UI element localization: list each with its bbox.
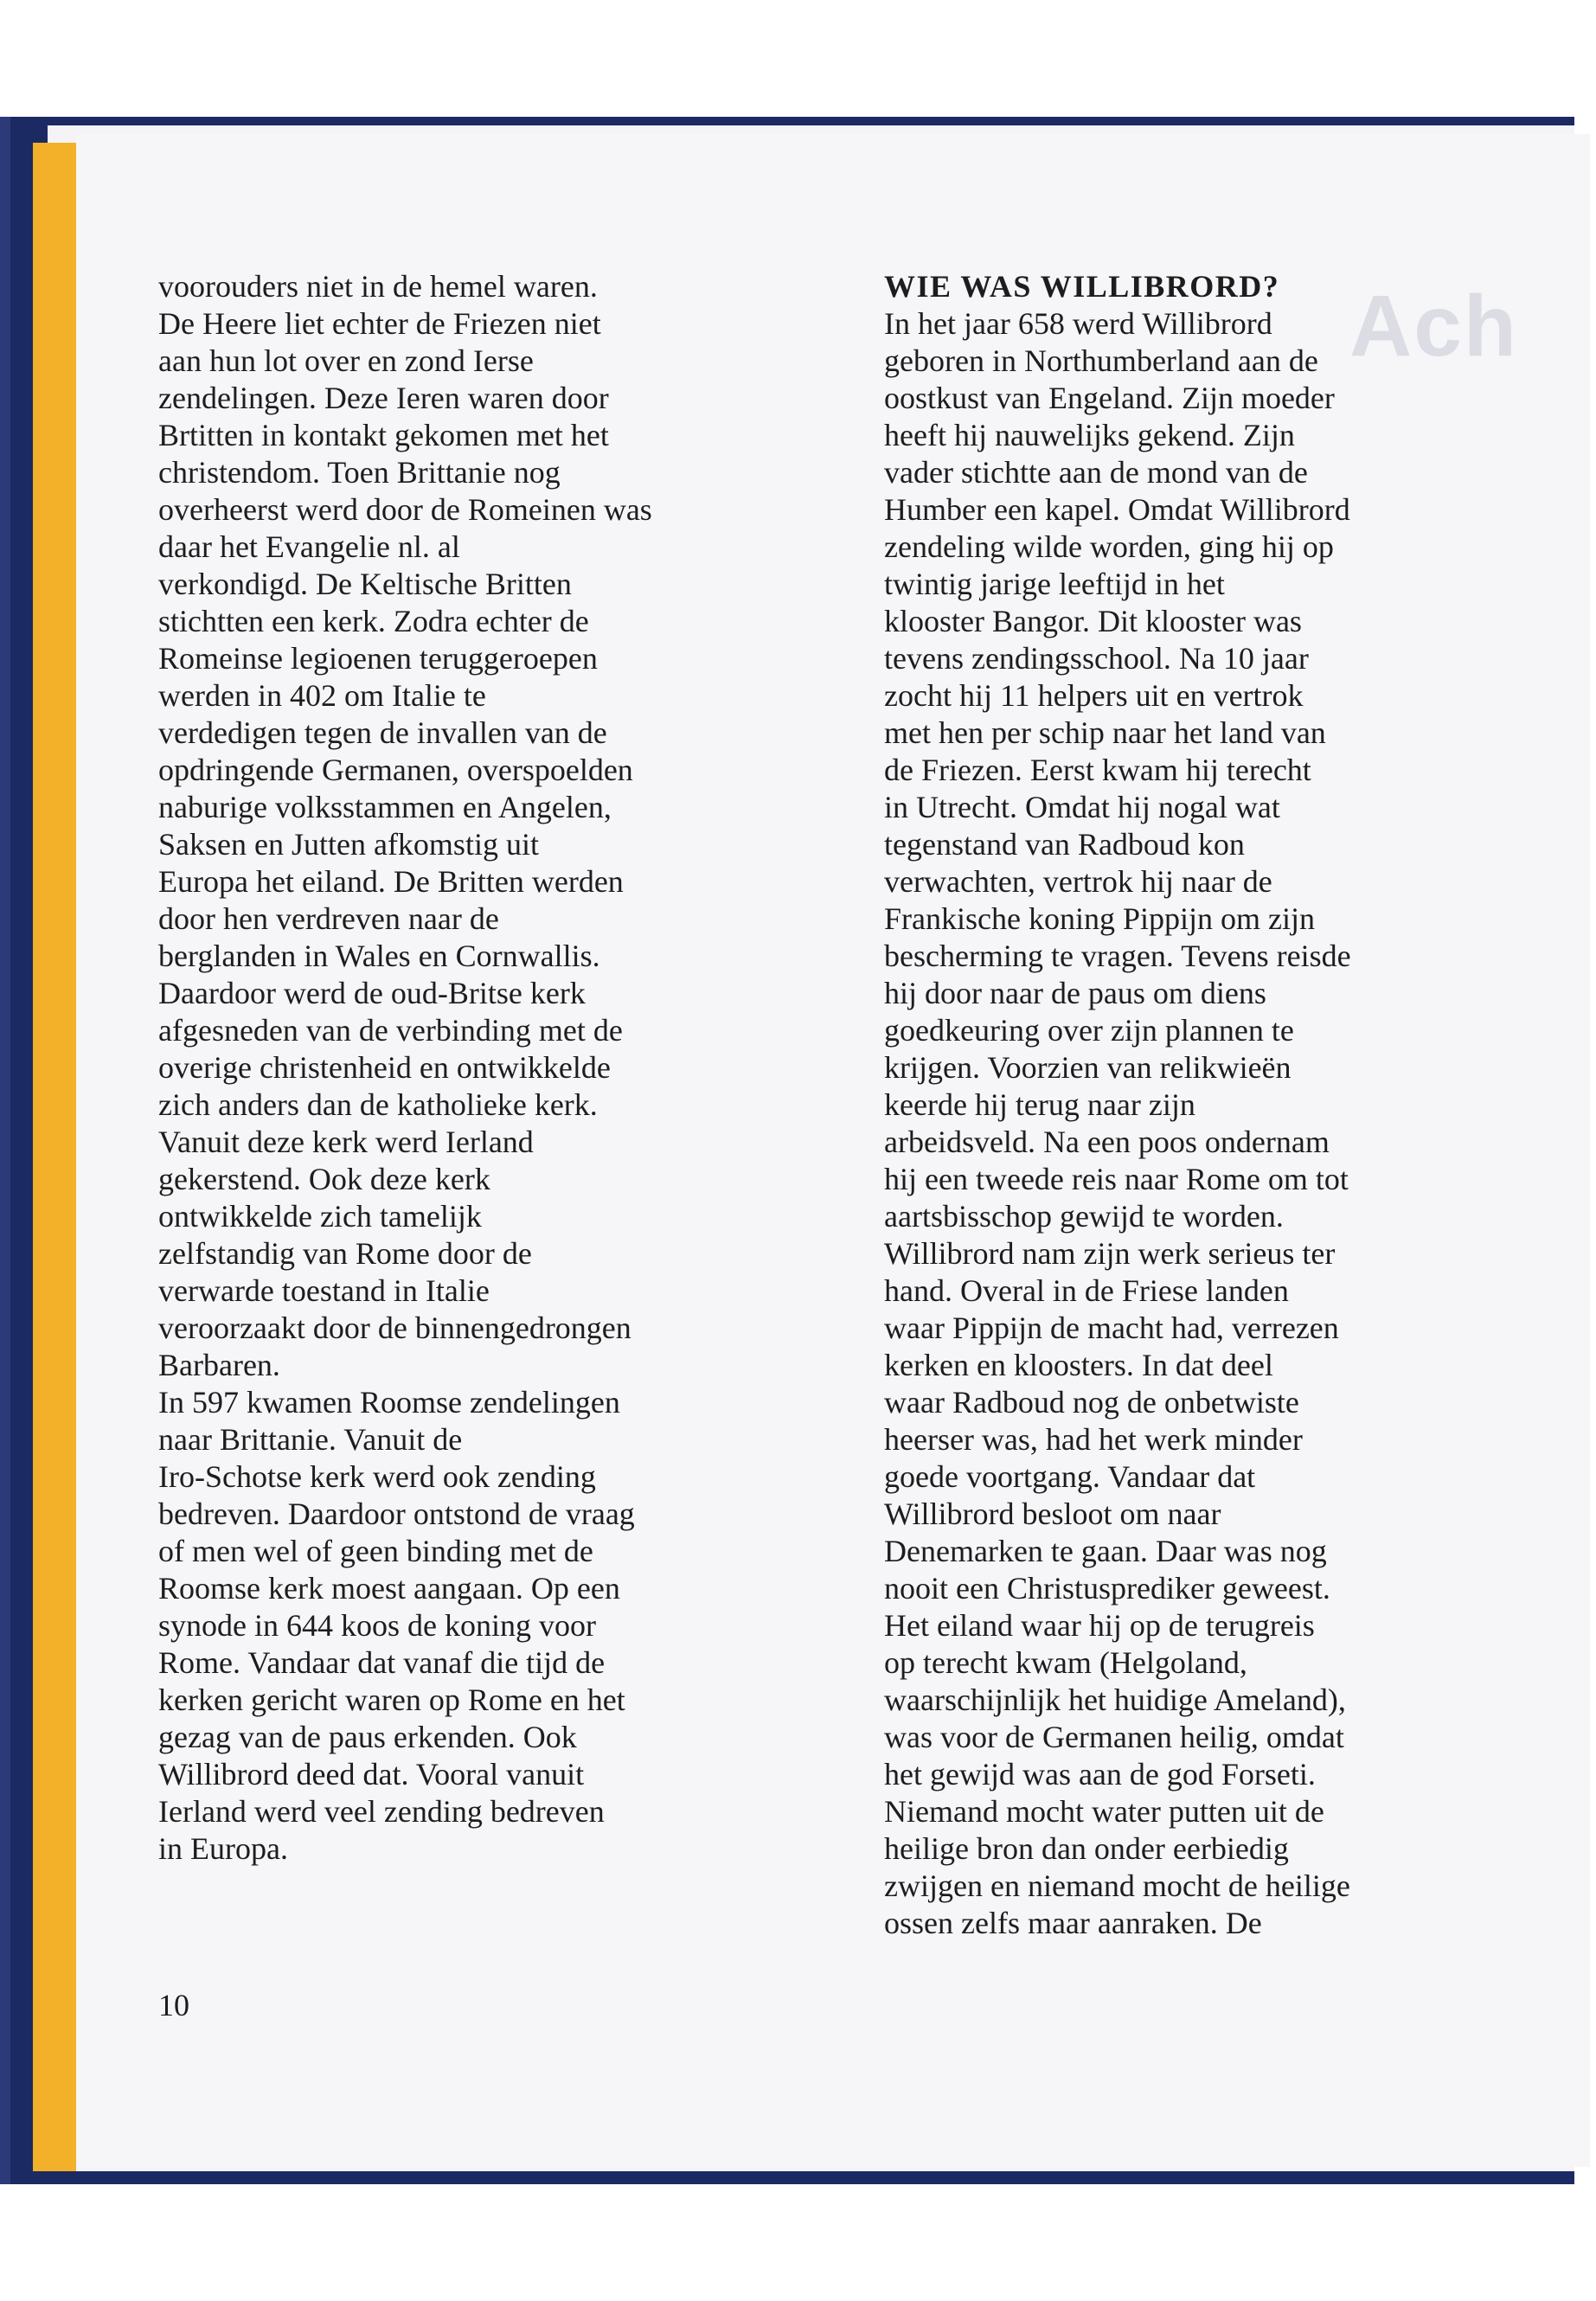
text-line: bedreven. Daardoor ontstond de vraag <box>158 1497 635 1531</box>
text-line: Barbaren. <box>158 1348 280 1382</box>
text-line: tegenstand van Radboud kon <box>884 827 1245 862</box>
text-line: door hen verdreven naar de <box>158 901 499 936</box>
text-line: heilige bron dan onder eerbiedig <box>884 1831 1289 1866</box>
text-line: verdedigen tegen de invallen van de <box>158 715 607 750</box>
text-line: opdringende Germanen, overspoelden <box>158 753 633 787</box>
text-line: hand. Overal in de Friese landen <box>884 1273 1289 1308</box>
right-text-column <box>884 268 1507 1942</box>
text-line: hij een tweede reis naar Rome om tot <box>884 1162 1349 1196</box>
text-line: vader stichtte aan de mond van de <box>884 455 1308 490</box>
text-line: de Friezen. Eerst kwam hij terecht <box>884 753 1311 787</box>
text-line: aartsbisschop gewijd te worden. <box>884 1199 1284 1234</box>
text-line: In 597 kwamen Roomse zendelingen <box>158 1385 620 1420</box>
text-line: zelfstandig van Rome door de <box>158 1236 532 1271</box>
text-line: christendom. Toen Brittanie nog <box>158 455 561 490</box>
text-line: Willibrord besloot om naar <box>884 1497 1221 1531</box>
text-line: In het jaar 658 werd Willibrord <box>884 306 1272 341</box>
text-line: ontwikkelde zich tamelijk <box>158 1199 482 1234</box>
text-line: ossen zelfs maar aanraken. De <box>884 1906 1262 1940</box>
yellow-page-strip <box>33 143 76 2171</box>
text-line: goede voortgang. Vandaar dat <box>884 1459 1256 1494</box>
text-line: De Heere liet echter de Friezen niet <box>158 306 601 341</box>
text-line: gekerstend. Ook deze kerk <box>158 1162 490 1196</box>
text-line: arbeidsveld. Na een poos ondernam <box>884 1125 1330 1159</box>
text-line: naar Brittanie. Vanuit de <box>158 1422 463 1457</box>
text-line: in Europa. <box>158 1831 288 1866</box>
text-line: Ierland werd veel zending bedreven <box>158 1794 605 1829</box>
text-line: stichtten een kerk. Zodra echter de <box>158 604 589 638</box>
text-line: overheerst werd door de Romeinen was <box>158 492 652 527</box>
text-line: Europa het eiland. De Britten werden <box>158 864 624 899</box>
text-line: bescherming te vragen. Tevens reisde <box>884 939 1351 973</box>
text-line: synode in 644 koos de koning voor <box>158 1608 596 1643</box>
bleed-through-text: Ach <box>1349 278 1518 375</box>
text-line: het gewijd was aan de god Forseti. <box>884 1757 1316 1791</box>
text-line: krijgen. Voorzien van relikwieën <box>884 1050 1292 1085</box>
text-line: twintig jarige leeftijd in het <box>884 567 1225 601</box>
text-line: met hen per schip naar het land van <box>884 715 1326 750</box>
text-line: Willibrord nam zijn werk serieus ter <box>884 1236 1336 1271</box>
text-line: veroorzaakt door de binnengedrongen <box>158 1311 631 1345</box>
text-line: op terecht kwam (Helgoland, <box>884 1645 1247 1680</box>
text-line: geboren in Northumberland aan de <box>884 343 1318 378</box>
text-line: verkondigd. De Keltische Britten <box>158 567 572 601</box>
text-line: kerken en kloosters. In dat deel <box>884 1348 1273 1382</box>
text-line: was voor de Germanen heilig, omdat <box>884 1720 1344 1754</box>
section-heading: WIE WAS WILLIBRORD? <box>884 269 1280 304</box>
text-line: oostkust van Engeland. Zijn moeder <box>884 381 1335 415</box>
text-line: Het eiland waar hij op de terugreis <box>884 1608 1315 1643</box>
text-line: nooit een Christusprediker geweest. <box>884 1571 1330 1606</box>
text-line: zendeling wilde worden, ging hij op <box>884 529 1334 564</box>
text-line: verwarde toestand in Italie <box>158 1273 490 1308</box>
text-line: werden in 402 om Italie te <box>158 678 486 713</box>
left-text-column <box>158 268 798 1868</box>
book-cover-edge <box>0 117 10 2184</box>
text-line: afgesneden van de verbinding met de <box>158 1013 623 1048</box>
text-line: keerde hij terug naar zijn <box>884 1087 1195 1122</box>
text-line: waar Radboud nog de onbetwiste <box>884 1385 1299 1420</box>
text-line: Iro-Schotse kerk werd ook zending <box>158 1459 596 1494</box>
text-line: heerser was, had het werk minder <box>884 1422 1303 1457</box>
text-line: of men wel of geen binding met de <box>158 1534 593 1568</box>
text-line: naburige volksstammen en Angelen, <box>158 790 612 824</box>
text-line: Niemand mocht water putten uit de <box>884 1794 1324 1829</box>
text-line: voorouders niet in de hemel waren. <box>158 269 598 304</box>
text-line: Frankische koning Pippijn om zijn <box>884 901 1315 936</box>
text-line: gezag van de paus erkenden. Ook <box>158 1720 577 1754</box>
text-line: overige christenheid en ontwikkelde <box>158 1050 611 1085</box>
text-line: aan hun lot over en zond Ierse <box>158 343 534 378</box>
text-line: waarschijnlijk het huidige Ameland), <box>884 1682 1346 1717</box>
text-line: waar Pippijn de macht had, verrezen <box>884 1311 1339 1345</box>
text-line: Denemarken te gaan. Daar was nog <box>884 1534 1327 1568</box>
text-line: Daardoor werd de oud-Britse kerk <box>158 976 586 1010</box>
text-line: Brtitten in kontakt gekomen met het <box>158 418 609 452</box>
text-line: Saksen en Jutten afkomstig uit <box>158 827 539 862</box>
text-line: Vanuit deze kerk werd Ierland <box>158 1125 534 1159</box>
text-line: zich anders dan de katholieke kerk. <box>158 1087 598 1122</box>
text-line: kerken gericht waren op Rome en het <box>158 1682 625 1717</box>
text-line: Humber een kapel. Omdat Willibrord <box>884 492 1350 527</box>
text-line: zendelingen. Deze Ieren waren door <box>158 381 609 415</box>
text-line: zocht hij 11 helpers uit en vertrok <box>884 678 1304 713</box>
text-line: heeft hij nauwelijks gekend. Zijn <box>884 418 1295 452</box>
text-line: zwijgen en niemand mocht de heilige <box>884 1868 1350 1903</box>
page-number: 10 <box>158 1988 189 2022</box>
text-line: klooster Bangor. Dit klooster was <box>884 604 1302 638</box>
text-line: daar het Evangelie nl. al <box>158 529 460 564</box>
text-line: Rome. Vandaar dat vanaf die tijd de <box>158 1645 606 1680</box>
text-line: goedkeuring over zijn plannen te <box>884 1013 1294 1048</box>
text-line: tevens zendingsschool. Na 10 jaar <box>884 641 1309 676</box>
text-line: Roomse kerk moest aangaan. Op een <box>158 1571 620 1606</box>
text-line: verwachten, vertrok hij naar de <box>884 864 1272 899</box>
text-line: hij door naar de paus om diens <box>884 976 1266 1010</box>
text-line: Willibrord deed dat. Vooral vanuit <box>158 1757 585 1791</box>
text-line: Romeinse legioenen teruggeroepen <box>158 641 598 676</box>
text-line: in Utrecht. Omdat hij nogal wat <box>884 790 1280 824</box>
text-line: berglanden in Wales en Cornwallis. <box>158 939 600 973</box>
